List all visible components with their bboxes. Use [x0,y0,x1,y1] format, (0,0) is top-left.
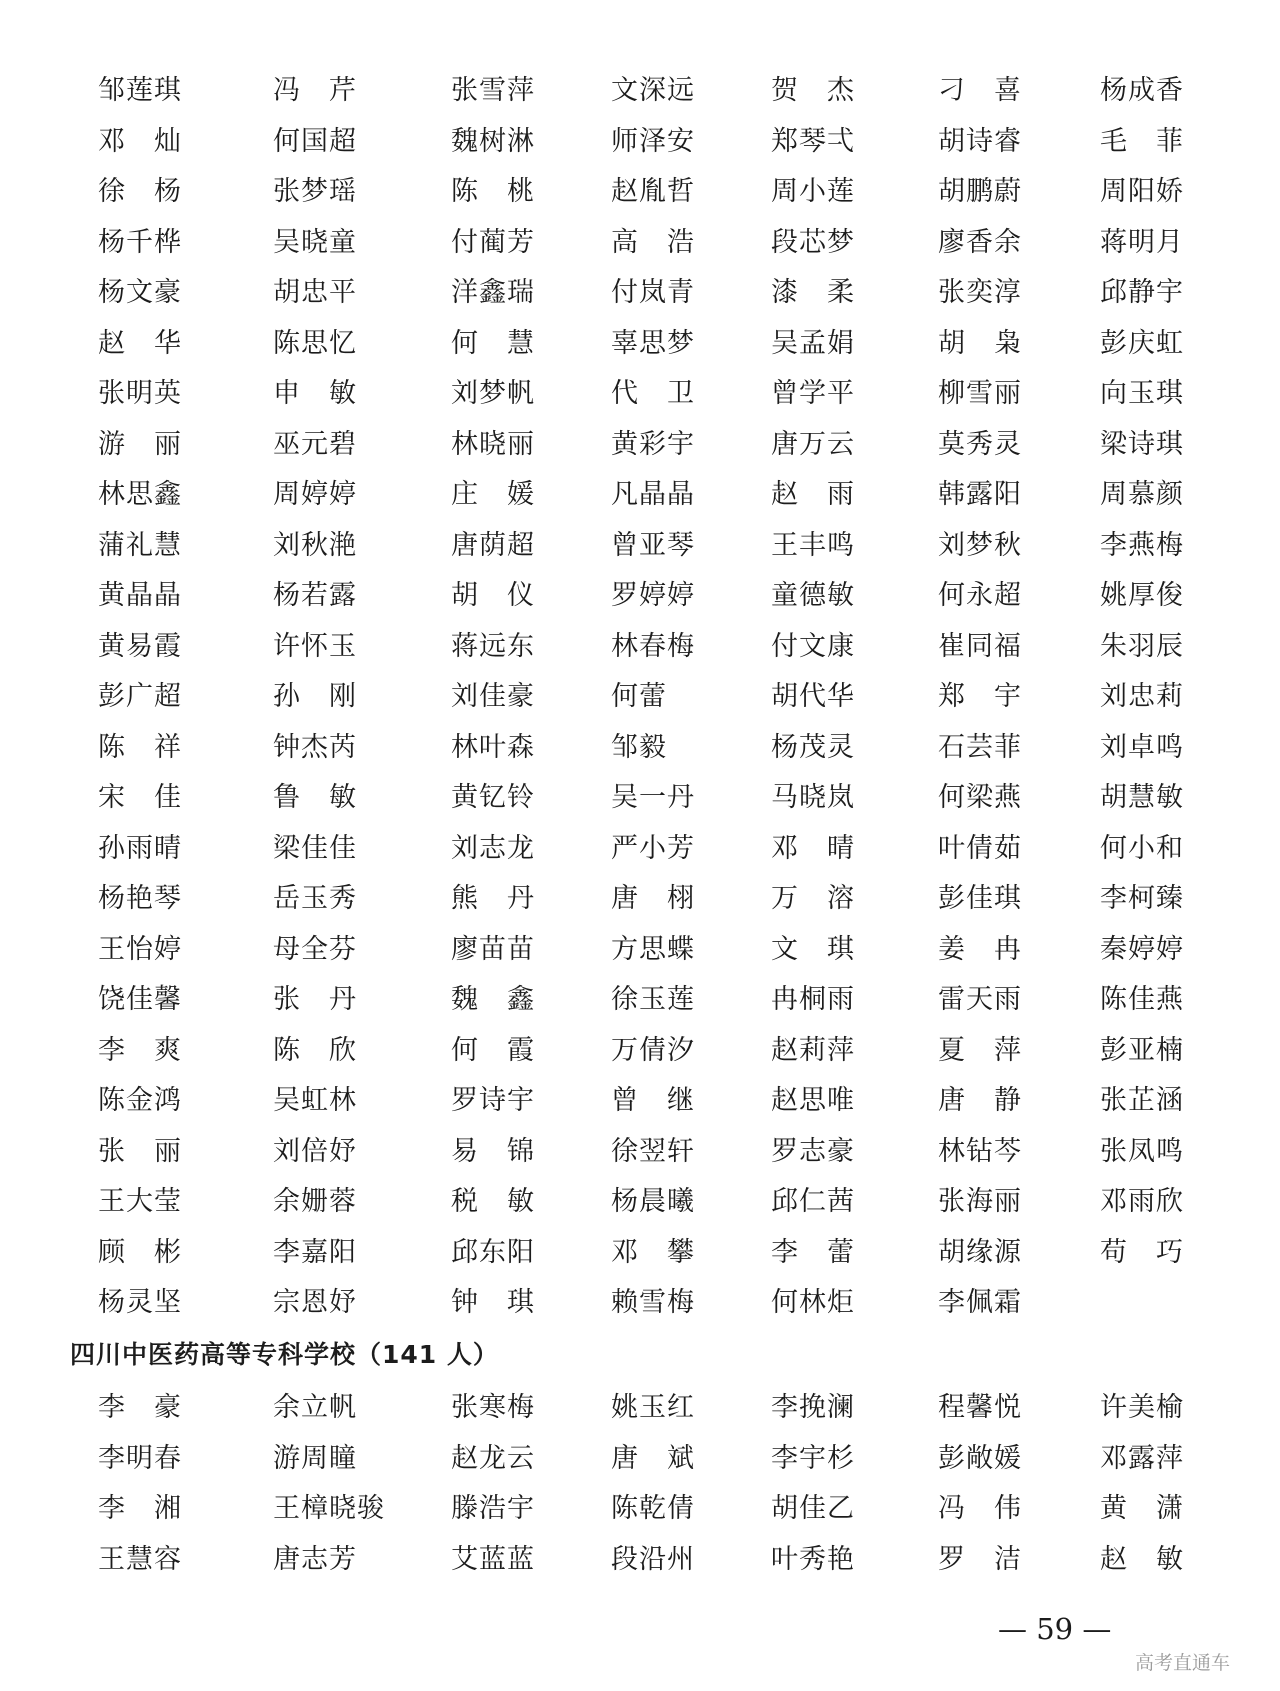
name-cell: 唐万云 [771,428,855,460]
name-cell: 胡诗睿 [938,125,1022,157]
name-cell: 王怡婷 [98,933,182,965]
name-cell: 滕浩宇 [451,1493,535,1524]
name-cell: 张寒梅 [451,1392,535,1423]
name-cell: 何 霞 [451,1034,535,1066]
name-cell: 邱静宇 [1100,277,1184,308]
name-cell: 文 琪 [771,933,855,965]
name-cell: 韩露阳 [938,479,1022,510]
name-cell: 申 敏 [273,378,357,409]
name-cell: 彭庆虹 [1100,327,1184,359]
name-cell: 蒲礼慧 [98,529,182,561]
name-cell: 孙雨晴 [98,832,182,864]
name-cell: 唐志芳 [273,1543,357,1575]
name-cell: 凡晶晶 [611,479,695,510]
name-cell: 邹毅 [611,731,667,763]
name-cell: 洋鑫瑞 [451,277,535,308]
name-cell: 钟 琪 [451,1287,535,1318]
name-cell: 杨若露 [273,580,357,611]
name-cell: 何林炬 [771,1287,855,1318]
name-cell: 顾 彬 [98,1236,182,1268]
name-cell: 余姗蓉 [273,1186,357,1217]
name-cell: 何梁燕 [938,782,1022,813]
name-cell: 唐 栩 [611,883,695,914]
name-cell: 李燕梅 [1100,529,1184,561]
name-cell: 叶倩茹 [938,832,1022,864]
name-cell: 赵莉萍 [771,1034,855,1066]
name-cell: 王慧容 [98,1543,182,1575]
name-cell: 柳雪丽 [938,378,1022,409]
name-cell: 何小和 [1100,832,1184,864]
name-cell: 赵胤哲 [611,176,695,207]
name-cell: 廖苗苗 [451,933,535,965]
name-cell: 张奕淳 [938,277,1022,308]
name-cell: 唐 静 [938,1085,1022,1116]
name-cell: 税 敏 [451,1186,535,1217]
name-cell: 张雪萍 [451,75,535,106]
name-cell: 黄 潇 [1100,1493,1184,1524]
name-cell: 陈乾倩 [611,1493,695,1524]
name-cell: 陈佳燕 [1100,984,1184,1015]
name-cell: 段沿州 [611,1543,695,1575]
name-cell: 黄晶晶 [98,580,182,611]
name-cell: 周小莲 [771,176,855,207]
name-cell: 姚厚俊 [1100,580,1184,611]
name-cell: 徐 杨 [98,176,182,207]
name-cell: 邓雨欣 [1100,1186,1184,1217]
name-cell: 邹莲琪 [98,75,182,106]
name-cell: 母全芬 [273,933,357,965]
name-cell: 夏 萍 [938,1034,1022,1066]
name-cell: 李 蕾 [771,1236,855,1268]
name-cell: 高 浩 [611,226,695,258]
name-cell: 刘佳豪 [451,681,535,712]
name-cell: 陈 欣 [273,1034,357,1066]
name-cell: 赵 华 [98,327,182,359]
name-cell: 岳玉秀 [273,883,357,914]
name-cell: 万倩汐 [611,1034,695,1066]
name-cell: 童德敏 [771,580,855,611]
name-cell: 鲁 敏 [273,782,357,813]
name-cell: 李宇杉 [771,1442,855,1474]
name-cell: 杨文豪 [98,277,182,308]
name-cell: 廖香余 [938,226,1022,258]
name-cell: 胡代华 [771,681,855,712]
name-cell: 严小芳 [611,832,695,864]
name-cell: 胡佳乙 [771,1493,855,1524]
name-cell: 黄彩宇 [611,428,695,460]
name-cell: 罗婷婷 [611,580,695,611]
name-cell: 曾 继 [611,1085,695,1116]
name-cell: 梁诗琪 [1100,428,1184,460]
name-cell: 邓露萍 [1100,1442,1184,1474]
name-cell: 张芷涵 [1100,1085,1184,1116]
name-cell: 付文康 [771,630,855,662]
section-heading: 四川中医药高等专科学校（141 人） [70,1340,499,1369]
name-cell: 付岚青 [611,277,695,308]
name-cell: 冯 伟 [938,1493,1022,1524]
name-cell: 杨灵坚 [98,1287,182,1318]
name-cell: 雷天雨 [938,984,1022,1015]
name-cell: 姜 冉 [938,933,1022,965]
name-cell: 漆 柔 [771,277,855,308]
name-cell: 陈金鸿 [98,1085,182,1116]
name-cell: 曾学平 [771,378,855,409]
name-cell: 胡 枭 [938,327,1022,359]
name-cell: 林钻芩 [938,1135,1022,1167]
name-cell: 蒋明月 [1100,226,1184,258]
name-cell: 张 丹 [273,984,357,1015]
name-cell: 冉桐雨 [771,984,855,1015]
name-cell: 贺 杰 [771,75,855,106]
name-cell: 胡 仪 [451,580,535,611]
name-cell: 宗恩妤 [273,1287,357,1318]
watermark: 高考直通车 [1135,1652,1231,1674]
name-cell: 陈 桃 [451,176,535,207]
name-cell: 胡忠平 [273,277,357,308]
name-cell: 郑 宇 [938,681,1022,712]
name-cell: 彭广超 [98,681,182,712]
name-cell: 李嘉阳 [273,1236,357,1268]
name-cell: 林思鑫 [98,479,182,510]
name-cell: 巫元碧 [273,428,357,460]
name-cell: 刘梦秋 [938,529,1022,561]
name-cell: 何 慧 [451,327,535,359]
name-cell: 彭佳琪 [938,883,1022,914]
name-cell: 程馨悦 [938,1392,1022,1423]
name-cell: 魏树淋 [451,125,535,157]
name-cell: 吴孟娟 [771,327,855,359]
name-cell: 师泽安 [611,125,695,157]
name-cell: 黄易霞 [98,630,182,662]
name-cell: 杨茂灵 [771,731,855,763]
name-cell: 周慕颜 [1100,479,1184,510]
name-cell: 赵 敏 [1100,1543,1184,1575]
name-cell: 胡鹏蔚 [938,176,1022,207]
name-cell: 吴一丹 [611,782,695,813]
name-cell: 庄 媛 [451,479,535,510]
name-cell: 邓 灿 [98,125,182,157]
name-cell: 游 丽 [98,428,182,460]
name-cell: 杨艳琴 [98,883,182,914]
name-cell: 代 卫 [611,378,695,409]
name-cell: 李佩霜 [938,1287,1022,1318]
name-cell: 张 丽 [98,1135,182,1167]
name-cell: 许怀玉 [273,630,357,662]
name-cell: 罗 洁 [938,1543,1022,1575]
name-cell: 陈思忆 [273,327,357,359]
name-cell: 苟 巧 [1100,1236,1184,1268]
name-cell: 赵 雨 [771,479,855,510]
name-cell: 刘卓鸣 [1100,731,1184,763]
name-cell: 邓 晴 [771,832,855,864]
name-cell: 赵思唯 [771,1085,855,1116]
name-cell: 艾蓝蓝 [451,1543,535,1575]
name-cell: 邱东阳 [451,1236,535,1268]
name-cell: 黄钇铃 [451,782,535,813]
name-cell: 杨晨曦 [611,1186,695,1217]
name-cell: 何国超 [273,125,357,157]
name-cell: 吴晓童 [273,226,357,258]
name-cell: 王丰鸣 [771,529,855,561]
name-cell: 莫秀灵 [938,428,1022,460]
name-cell: 石芸菲 [938,731,1022,763]
name-cell: 何蕾 [611,681,667,712]
name-cell: 崔同福 [938,630,1022,662]
name-cell: 邱仁茜 [771,1186,855,1217]
name-cell: 马晓岚 [771,782,855,813]
name-cell: 陈 祥 [98,731,182,763]
name-cell: 徐玉莲 [611,984,695,1015]
name-cell: 李 豪 [98,1392,182,1423]
name-cell: 周婷婷 [273,479,357,510]
name-cell: 易 锦 [451,1135,535,1167]
name-cell: 何永超 [938,580,1022,611]
name-cell: 刁 喜 [938,75,1022,106]
name-cell: 胡慧敏 [1100,782,1184,813]
name-cell: 秦婷婷 [1100,933,1184,965]
name-list-bottom [80,1383,1210,1585]
name-cell: 辜思梦 [611,327,695,359]
name-cell: 余立帆 [273,1392,357,1423]
page-number: — 59 — [998,1612,1112,1646]
name-cell: 张海丽 [938,1186,1022,1217]
name-cell: 段芯梦 [771,226,855,258]
name-cell: 唐 斌 [611,1442,695,1474]
name-cell: 姚玉红 [611,1392,695,1423]
name-cell: 林叶森 [451,731,535,763]
name-cell [1075,1278,1210,1329]
name-cell: 刘忠莉 [1100,681,1184,712]
name-cell: 徐翌轩 [611,1135,695,1167]
name-cell: 罗志豪 [771,1135,855,1167]
name-cell: 游周瞳 [273,1442,357,1474]
name-cell: 李明春 [98,1442,182,1474]
name-cell: 张梦瑶 [273,176,357,207]
name-cell: 熊 丹 [451,883,535,914]
name-cell: 魏 鑫 [451,984,535,1015]
name-cell: 王大莹 [98,1186,182,1217]
name-cell: 林春梅 [611,630,695,662]
name-cell: 梁佳佳 [273,832,357,864]
name-cell: 李 爽 [98,1034,182,1066]
name-cell: 文深远 [611,75,695,106]
name-list-top [80,66,1210,1329]
name-cell: 蒋远东 [451,630,535,662]
name-cell: 唐荫超 [451,529,535,561]
name-cell: 刘梦帆 [451,378,535,409]
name-cell: 万 溶 [771,883,855,914]
name-cell: 赖雪梅 [611,1287,695,1318]
name-cell: 周阳娇 [1100,176,1184,207]
name-cell: 刘倍妤 [273,1135,357,1167]
name-cell: 钟杰芮 [273,731,357,763]
name-cell: 彭亚楠 [1100,1034,1184,1066]
name-cell: 冯 芹 [273,75,357,106]
name-cell: 吴虹林 [273,1085,357,1116]
name-cell: 彭敞媛 [938,1442,1022,1474]
name-cell: 李柯臻 [1100,883,1184,914]
name-cell: 刘志龙 [451,832,535,864]
name-cell: 宋 佳 [98,782,182,813]
name-cell: 罗诗宇 [451,1085,535,1116]
name-cell: 张明英 [98,378,182,409]
name-cell: 杨千桦 [98,226,182,258]
name-cell: 向玉琪 [1100,378,1184,409]
name-cell: 饶佳馨 [98,984,182,1015]
name-cell: 王樟晓骏 [273,1493,385,1524]
name-cell: 张凤鸣 [1100,1135,1184,1167]
name-cell: 胡缘源 [938,1236,1022,1268]
name-cell: 朱羽辰 [1100,630,1184,662]
name-cell: 曾亚琴 [611,529,695,561]
name-cell: 林晓丽 [451,428,535,460]
name-cell: 付蔺芳 [451,226,535,258]
name-cell: 郑琴弌 [771,125,855,157]
name-cell: 许美榆 [1100,1392,1184,1423]
name-cell: 毛 菲 [1100,125,1184,157]
name-cell: 李 湘 [98,1493,182,1524]
name-cell: 孙 刚 [273,681,357,712]
name-cell: 李挽澜 [771,1392,855,1423]
name-cell: 邓 攀 [611,1236,695,1268]
name-cell: 方思蝶 [611,933,695,965]
name-cell: 刘秋滟 [273,529,357,561]
name-cell: 杨成香 [1100,75,1184,106]
name-cell: 叶秀艳 [771,1543,855,1575]
name-cell: 赵龙云 [451,1442,535,1474]
